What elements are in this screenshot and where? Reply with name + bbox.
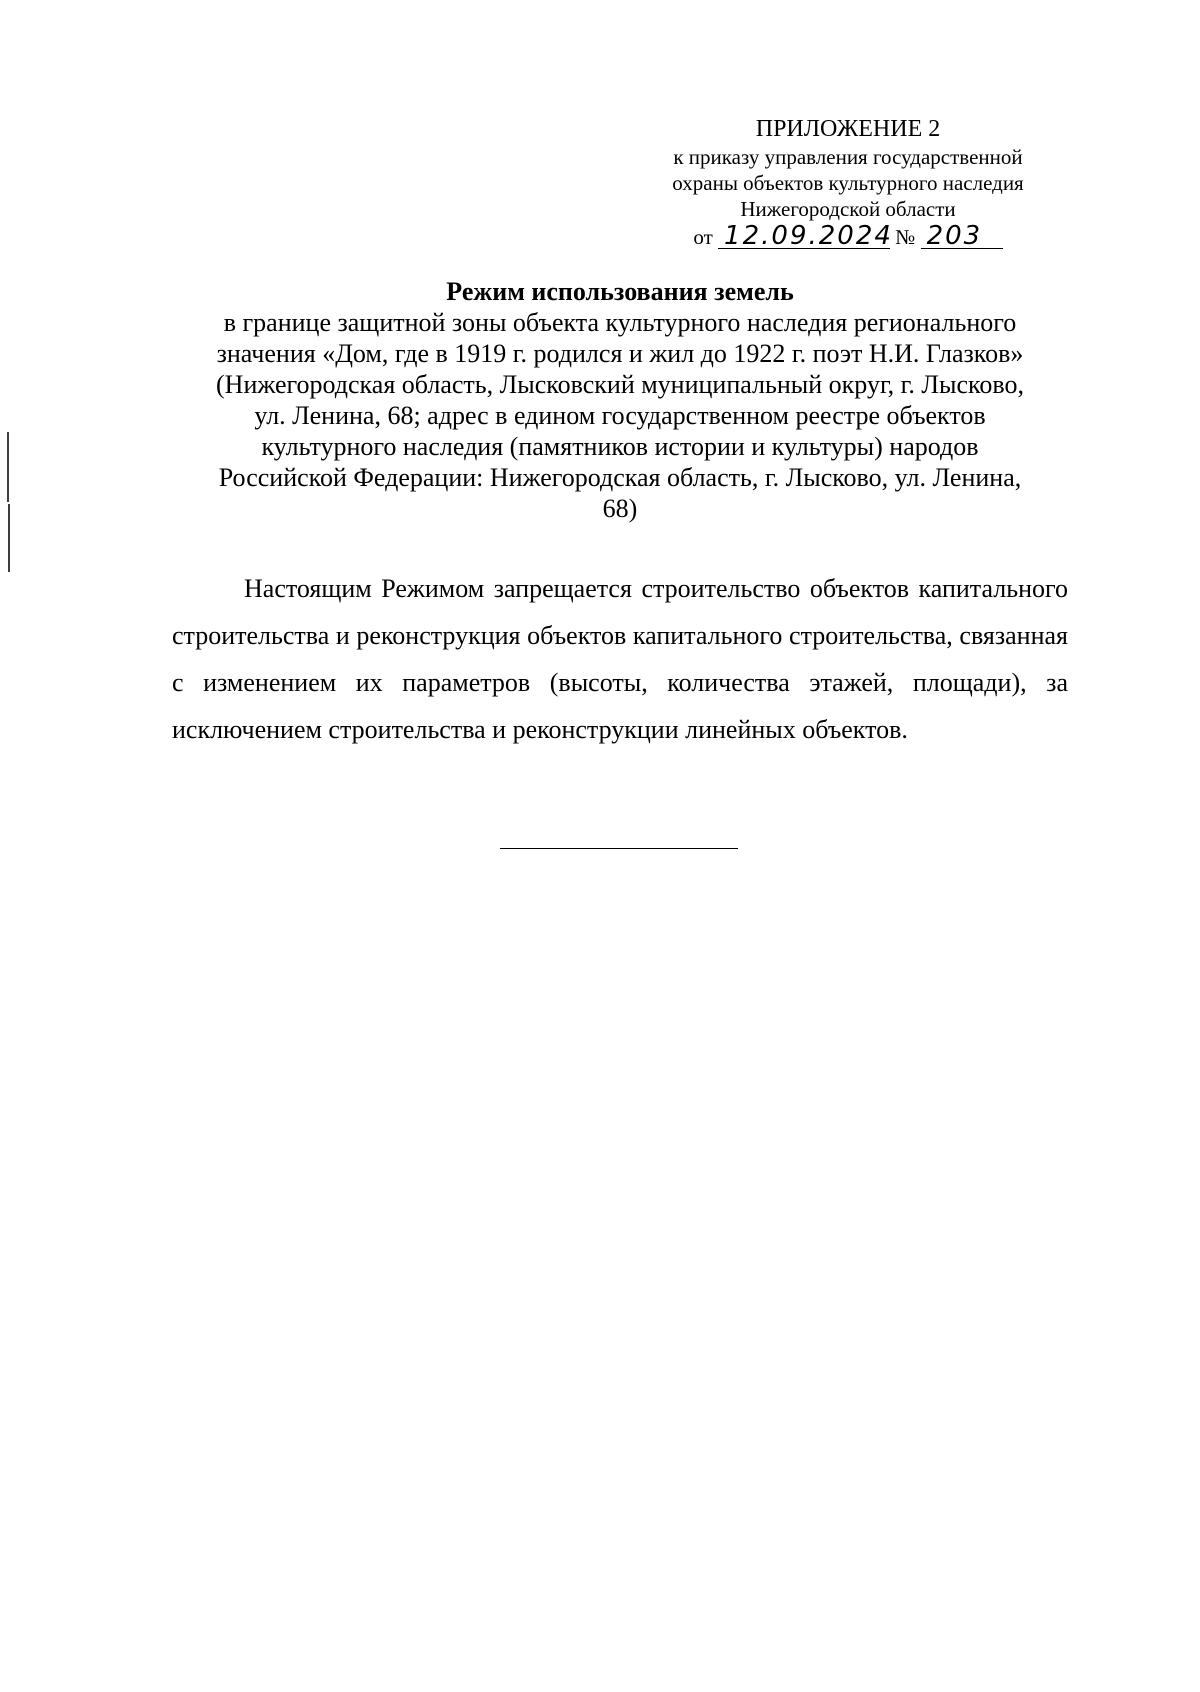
annex-line-2: охраны объектов культурного наследия — [672, 171, 1024, 195]
separator-line — [500, 848, 738, 849]
heading-title: Режим использования земель — [446, 277, 794, 306]
body-paragraph: Настоящим Режимом запрещается строительство объектов капитального строительства и реконструкция объектов капитального строительства, связанная с изменением их параметров (высоты, количества этажей, площади), за исключением строительства и реконструкции линейных объектов. — [172, 574, 1068, 744]
handwritten-number: 203 — [921, 224, 1003, 249]
annex-line-1: к приказу управления государственной — [673, 145, 1023, 169]
annex-header — [628, 114, 1068, 252]
annex-line-3: Нижегородской области — [740, 197, 956, 221]
handwritten-date: 12.09.2024 — [718, 224, 890, 249]
heading-line-2: значения «Дом, где в 1919 г. родился и жил до 1922 г. поэт Н.И. Глазков» — [216, 339, 1024, 368]
heading-line-3: (Нижегородская область, Лысковский муниципальный округ, г. Лысково, — [216, 370, 1024, 399]
date-prefix: от — [693, 225, 713, 249]
binding-margin-mark — [6, 432, 12, 572]
number-prefix: № — [895, 225, 916, 249]
heading-line-1: в границе защитной зоны объекта культурного наследия регионального — [223, 308, 1017, 337]
heading-line-5: культурного наследия (памятников истории и культуры) народов — [261, 432, 979, 461]
heading-line-4: ул. Ленина, 68; адрес в едином государственном реестре объектов — [254, 401, 986, 430]
annex-title: ПРИЛОЖЕНИЕ 2 — [755, 116, 941, 142]
document-heading — [160, 276, 1080, 524]
heading-line-6: Российской Федерации: Нижегородская область, г. Лысково, ул. Ленина, — [218, 463, 1022, 492]
heading-line-7: 68) — [602, 494, 638, 523]
annex-date-line — [628, 222, 1068, 252]
